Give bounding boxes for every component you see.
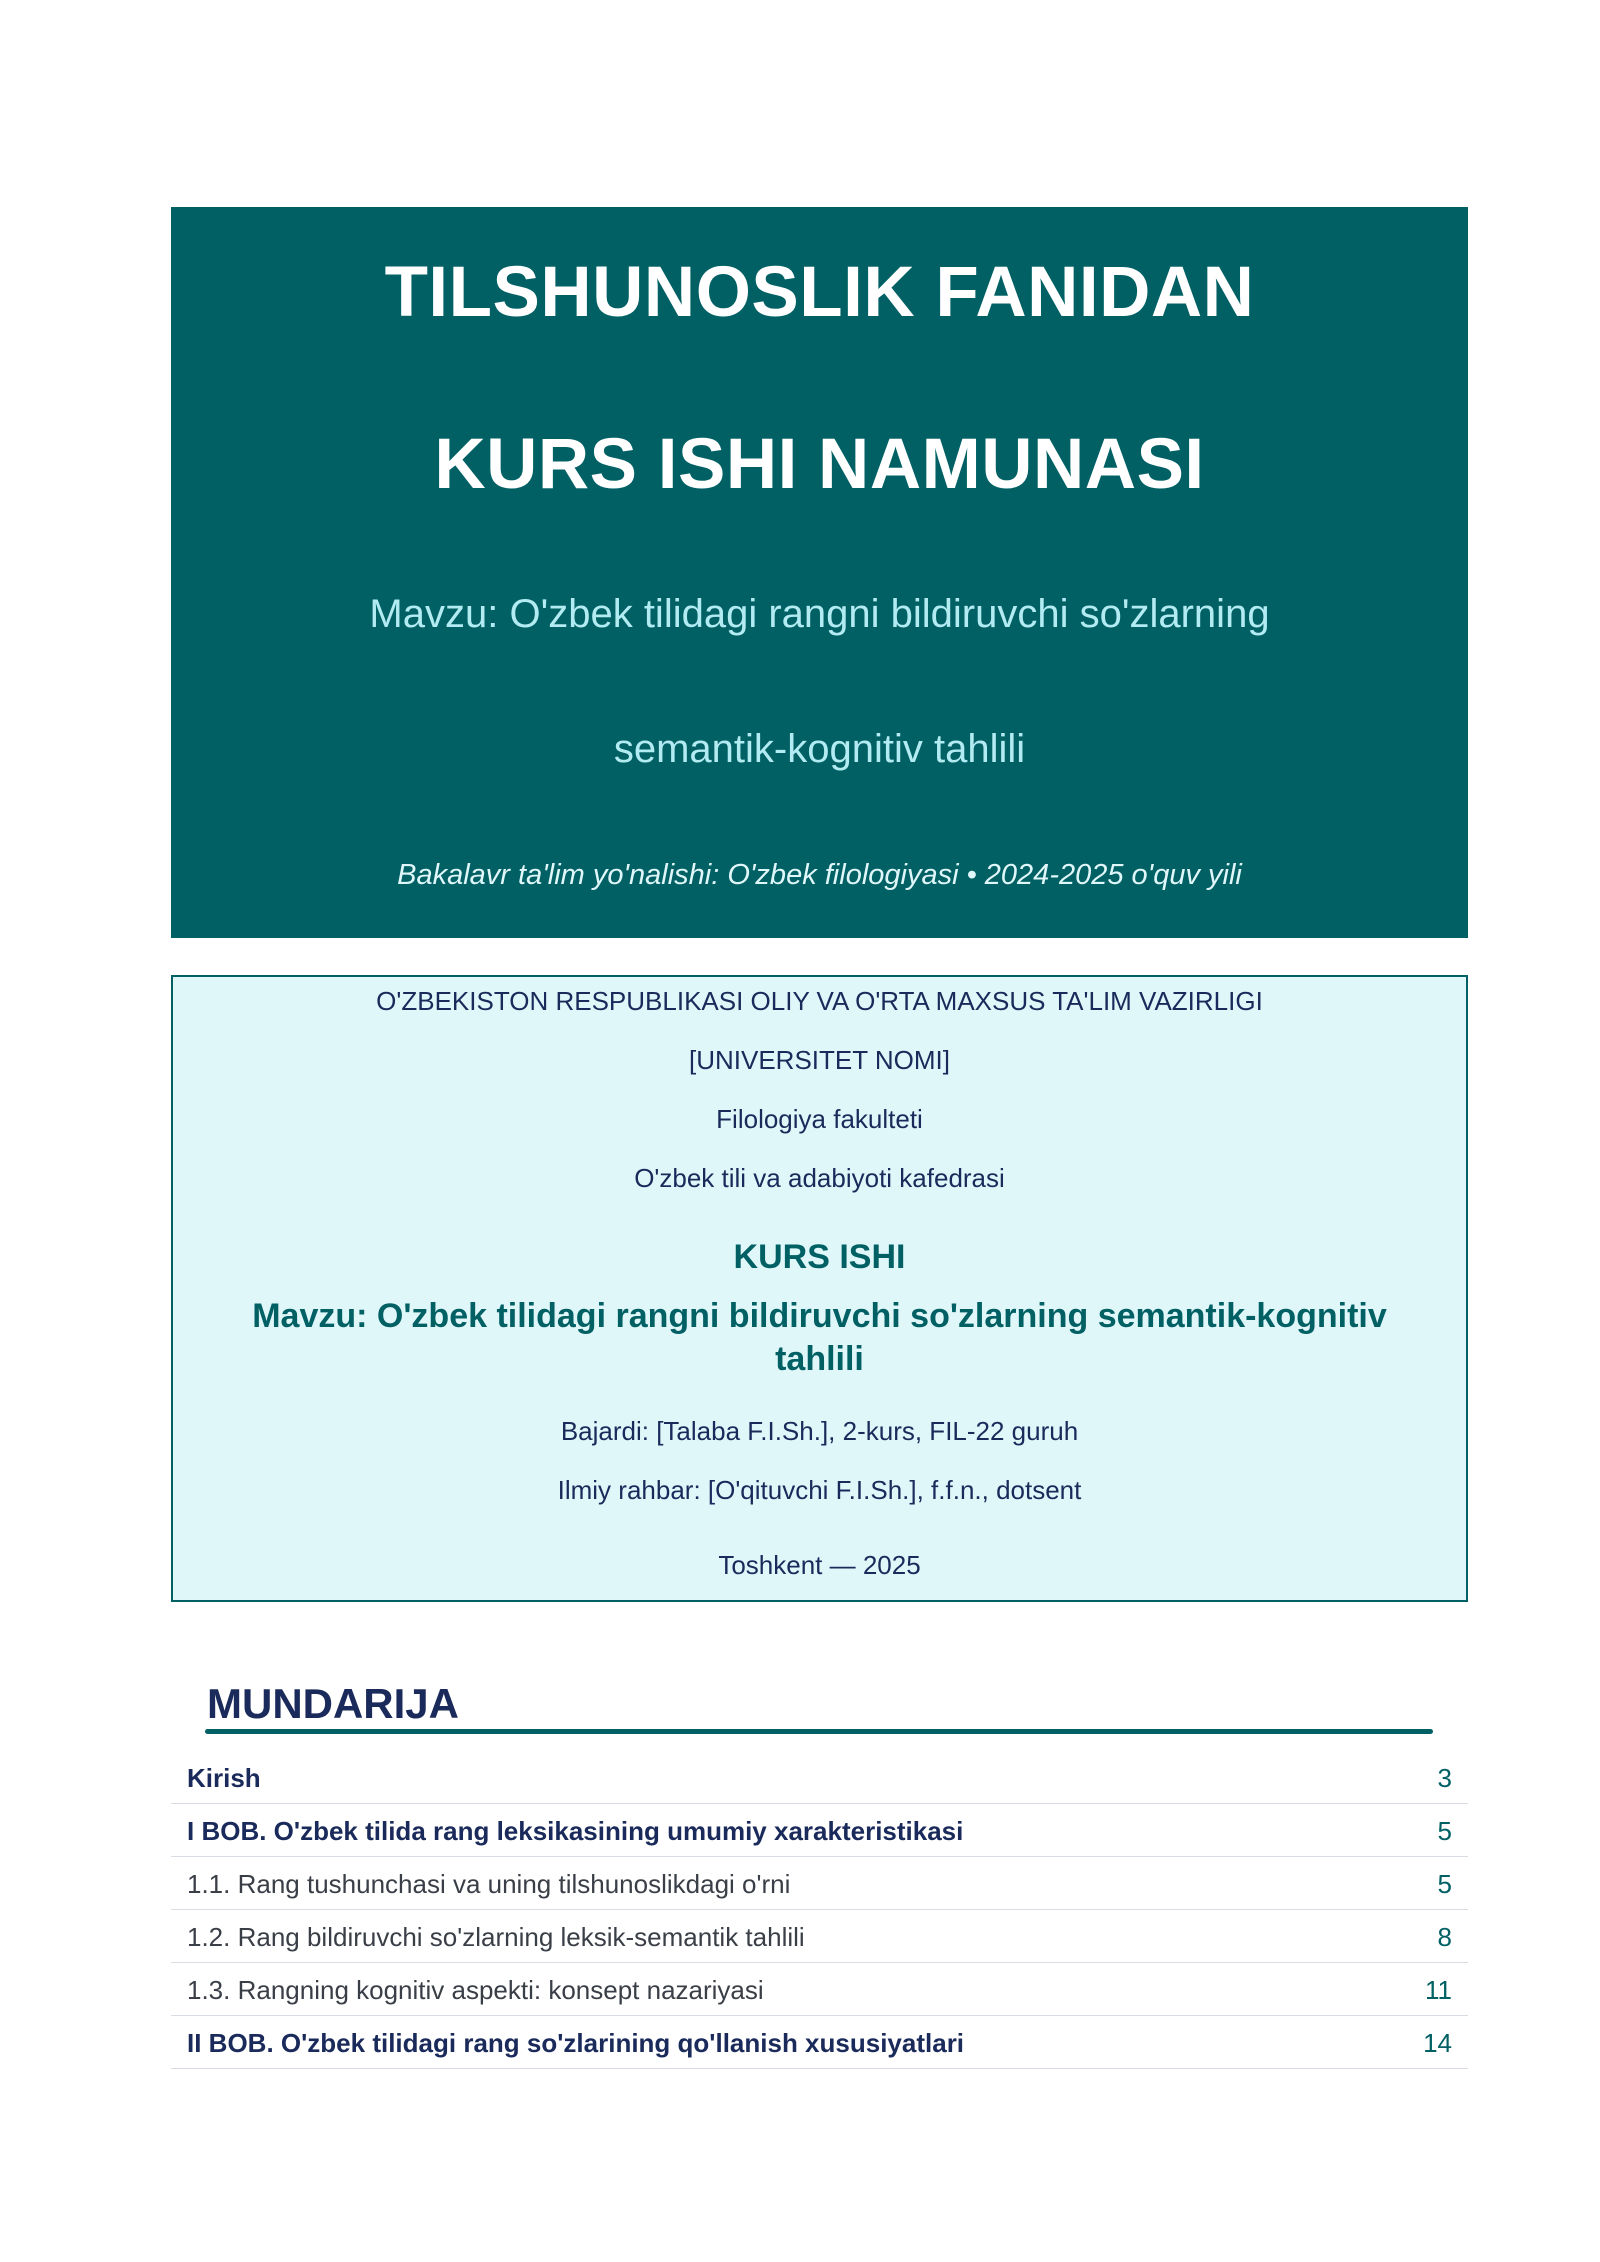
toc-row[interactable] bbox=[171, 1963, 1468, 2016]
faculty-name: Filologiya fakulteti bbox=[716, 1104, 923, 1134]
cover-subtitle-line-2: semantik-kognitiv tahlili bbox=[613, 727, 1026, 771]
toc-label: 1.2. Rang bildiruvchi so'zlarning leksik-semantik tahlili bbox=[187, 1922, 805, 1952]
toc-row[interactable] bbox=[171, 1857, 1468, 1910]
cover-subtitle-line-1: Mavzu: O'zbek tilidagi rangni bildiruvchi so'zlarning bbox=[369, 592, 1270, 636]
toc-page-number: 3 bbox=[1437, 1763, 1452, 1793]
toc-page-number: 5 bbox=[1437, 1869, 1452, 1899]
title-page-box bbox=[171, 975, 1468, 1602]
contents-heading: MUNDARIJA bbox=[207, 1680, 459, 1727]
toc-row[interactable] bbox=[171, 1751, 1468, 1804]
toc-label: 1.1. Rang tushunchasi va uning tilshunoslikdagi o'rni bbox=[187, 1869, 791, 1899]
cover-title-line-2: KURS ISHI NAMUNASI bbox=[434, 425, 1205, 504]
toc-page-number: 14 bbox=[1423, 2028, 1452, 2058]
toc-label: I BOB. O'zbek tilida rang leksikasining umumiy xarakteristikasi bbox=[187, 1816, 964, 1846]
contents-table bbox=[171, 1751, 1468, 2069]
cover-title-line-1: TILSHUNOSLIK FANIDAN bbox=[384, 253, 1255, 332]
university-name: [UNIVERSITET NOMI] bbox=[689, 1045, 950, 1075]
author-line: Bajardi: [Talaba F.I.Sh.], 2-kurs, FIL-22 guruh bbox=[560, 1416, 1079, 1446]
toc-row[interactable] bbox=[171, 2016, 1468, 2069]
cover-meta: Bakalavr ta'lim yo'nalishi: O'zbek filologiyasi • 2024-2025 o'quv yili bbox=[397, 859, 1242, 891]
department-name: O'zbek tili va adabiyoti kafedrasi bbox=[634, 1163, 1005, 1193]
work-type: KURS ISHI bbox=[733, 1238, 906, 1276]
ministry-name: O'ZBEKISTON RESPUBLIKASI OLIY VA O'RTA MAXSUS TA'LIM VAZIRLIGI bbox=[376, 986, 1263, 1016]
supervisor-line: Ilmiy rahbar: [O'qituvchi F.I.Sh.], f.f.n., dotsent bbox=[557, 1475, 1082, 1505]
toc-row[interactable] bbox=[171, 1910, 1468, 1963]
toc-label: 1.3. Rangning kognitiv aspekti: konsept nazariyasi bbox=[187, 1975, 764, 2005]
toc-page-number: 11 bbox=[1425, 1975, 1452, 2005]
toc-label: Kirish bbox=[187, 1763, 261, 1793]
toc-label: II BOB. O'zbek tilidagi rang so'zlarining qo'llanish xususiyatlari bbox=[187, 2028, 965, 2058]
toc-row[interactable] bbox=[171, 1804, 1468, 1857]
toc-page-number: 5 bbox=[1437, 1816, 1452, 1846]
contents-heading-rule bbox=[205, 1729, 1433, 1734]
work-topic: Mavzu: O'zbek tilidagi rangni bildiruvchi so'zlarning semantik-kognitiv tahlili bbox=[252, 1297, 1387, 1378]
cover-banner bbox=[171, 207, 1468, 938]
place-year: Toshkent — 2025 bbox=[718, 1550, 921, 1580]
toc-page-number: 8 bbox=[1437, 1922, 1452, 1952]
